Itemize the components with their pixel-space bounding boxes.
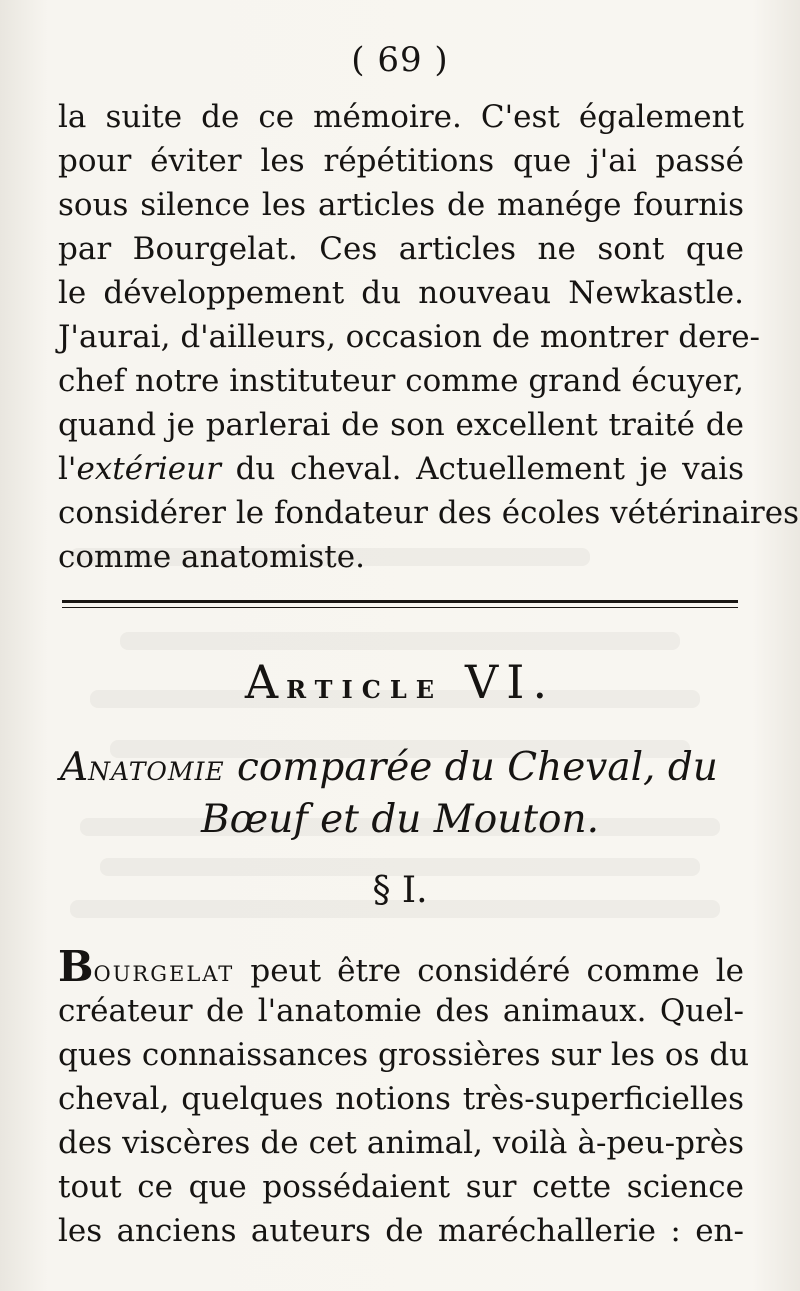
article-numeral: VI. [465,655,556,709]
text-line: des viscères de cet animal, voilà à-peu-près [58,1125,744,1161]
text-line: cheval, quelques notions très-superficielles [58,1081,744,1117]
text-line: considérer le fondateur des écoles vétérinaires [58,495,800,531]
paragraph-1 [58,95,800,579]
drop-cap: B [58,942,94,991]
article-first-letter: A [244,655,287,709]
text-line: sous silence les articles de manége fournis [58,187,744,223]
title-line-2: Bœuf et du Mouton. [201,797,599,842]
small-caps-name: OURGELAT [93,962,235,986]
text-line: créateur de l'anatomie des animaux. Quel- [58,993,744,1029]
chapter-title [60,742,740,846]
text-line: chef notre instituteur comme grand écuyer, [58,363,744,399]
article-heading [0,655,800,709]
title-small-caps: NATOMIE [88,757,225,786]
text-line: pour éviter les répétitions que j'ai passé [58,143,744,179]
paragraph-2 [58,942,750,1253]
text-line-opening [58,942,744,991]
title-line-1-rest: comparée du Cheval, du [237,745,718,790]
article-rest-letters: RTICLE [286,675,444,704]
double-rule-divider [62,600,738,608]
text-line: les anciens auteurs de maréchallerie : en- [58,1213,744,1249]
italic-prefix: l' [58,451,77,487]
text-line: J'aurai, d'ailleurs, occasion de montrer dere- [58,319,761,355]
text-line: ques connaissances grossières sur les os du [58,1037,750,1073]
section-mark: § I. [372,870,428,911]
italic-term: extérieur [76,451,221,487]
text-line: quand je parlerai de son excellent traité de [58,407,744,443]
title-line-1 [60,742,740,794]
text-line: tout ce que possédaient sur cette science [58,1169,744,1205]
text-line: le développement du nouveau Newkastle. [58,275,744,311]
title-first-cap: A [60,745,89,790]
text-line-rest: peut être considéré comme le [250,953,744,989]
text-line: comme anatomiste. [58,539,365,575]
page-number: ( 69 ) [351,40,449,80]
text-line: la suite de ce mémoire. C'est également [58,99,744,135]
text-line-rest: du cheval. Actuellement je vais [235,451,744,487]
text-line: par Bourgelat. Ces articles ne sont que [58,231,744,267]
text-line-with-italic [58,447,744,491]
